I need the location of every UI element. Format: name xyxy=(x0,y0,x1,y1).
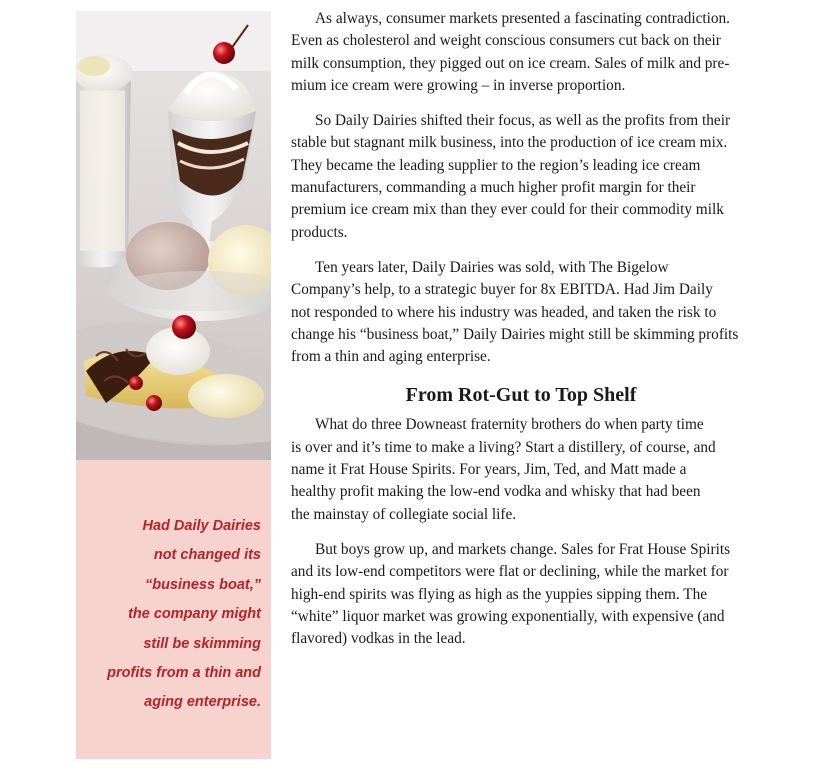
pull-quote xyxy=(76,512,261,718)
pull-quote-panel xyxy=(76,460,271,759)
text-line: Even as cholesterol and weight conscious consumers cut back on their xyxy=(291,32,721,50)
paragraph-consumer-markets xyxy=(291,8,751,97)
text-line: products. xyxy=(291,223,348,241)
paragraph-ten-years-later xyxy=(291,257,751,368)
text-line: premium ice cream mix than they ever could for their commodity milk xyxy=(291,201,724,219)
text-line: the mainstay of collegiate social life. xyxy=(291,505,517,523)
text-line: healthy profit making the low-end vodka and whisky that had been xyxy=(291,483,701,501)
pull-quote-line: still be skimming xyxy=(143,635,261,652)
pull-quote-line: Had Daily Dairies xyxy=(142,518,261,534)
paragraph-boys-grow-up xyxy=(291,539,751,650)
left-sidebar xyxy=(76,11,271,759)
text-line: not responded to where his industry was headed, and taken the risk to xyxy=(291,303,717,321)
ice-cream-illustration xyxy=(76,11,271,460)
text-line: mium ice cream were growing – in inverse proportion. xyxy=(291,76,626,94)
text-line: So Daily Dairies shifted their focus, as well as the profits from their xyxy=(315,112,731,130)
section-heading: From Rot-Gut to Top Shelf xyxy=(405,384,637,407)
text-line: But boys grow up, and markets change. Sales for Frat House Spirits xyxy=(315,540,731,558)
text-line: Company’s help, to a strategic buyer for 8x EBITDA. Had Jim Daily xyxy=(291,281,713,299)
text-line: name it Frat House Spirits. For years, Jim, Ted, and Matt made a xyxy=(291,461,687,479)
pull-quote-line: the company might xyxy=(128,606,261,623)
text-line: “white” liquor market was growing exponentially, with expensive (and xyxy=(291,607,725,625)
paragraph-fraternity-brothers xyxy=(291,414,751,525)
article-body xyxy=(291,8,751,650)
text-line: milk consumption, they pigged out on ice cream. Sales of milk and pre- xyxy=(291,54,730,72)
paragraph-shifted-focus xyxy=(291,110,751,244)
pull-quote-line: “business boat,” xyxy=(144,576,261,593)
text-line: is over and it’s time to make a living? Start a distillery, of course, and xyxy=(291,438,716,456)
pull-quote-line: profits from a thin and xyxy=(107,665,261,682)
ice-cream-photo xyxy=(76,11,271,460)
text-line: from a thin and aging enterprise. xyxy=(291,348,491,366)
text-line: They became the leading supplier to the region’s leading ice cream xyxy=(291,156,701,174)
pull-quote-line: aging enterprise. xyxy=(144,694,261,711)
text-line: stable but stagnant milk business, into the production of ice cream mix. xyxy=(291,134,728,152)
pull-quote-line: not changed its xyxy=(153,547,261,564)
text-line: and its low-end competitors were flat or declining, while the market for xyxy=(291,563,729,581)
text-line: What do three Downeast fraternity brothers do when party time xyxy=(315,416,704,434)
text-line: manufacturers, commanding a much higher profit margin for their xyxy=(291,179,696,197)
text-line: As always, consumer markets presented a fascinating contradiction. xyxy=(315,10,731,27)
text-line: flavored) vodkas in the lead. xyxy=(291,630,466,648)
text-line: high-end spirits was flying as high as the yuppies sipping them. The xyxy=(291,585,708,603)
text-line: change his “business boat,” Daily Dairies might still be skimming profits xyxy=(291,325,739,343)
text-line: Ten years later, Daily Dairies was sold, with The Bigelow xyxy=(315,258,669,276)
